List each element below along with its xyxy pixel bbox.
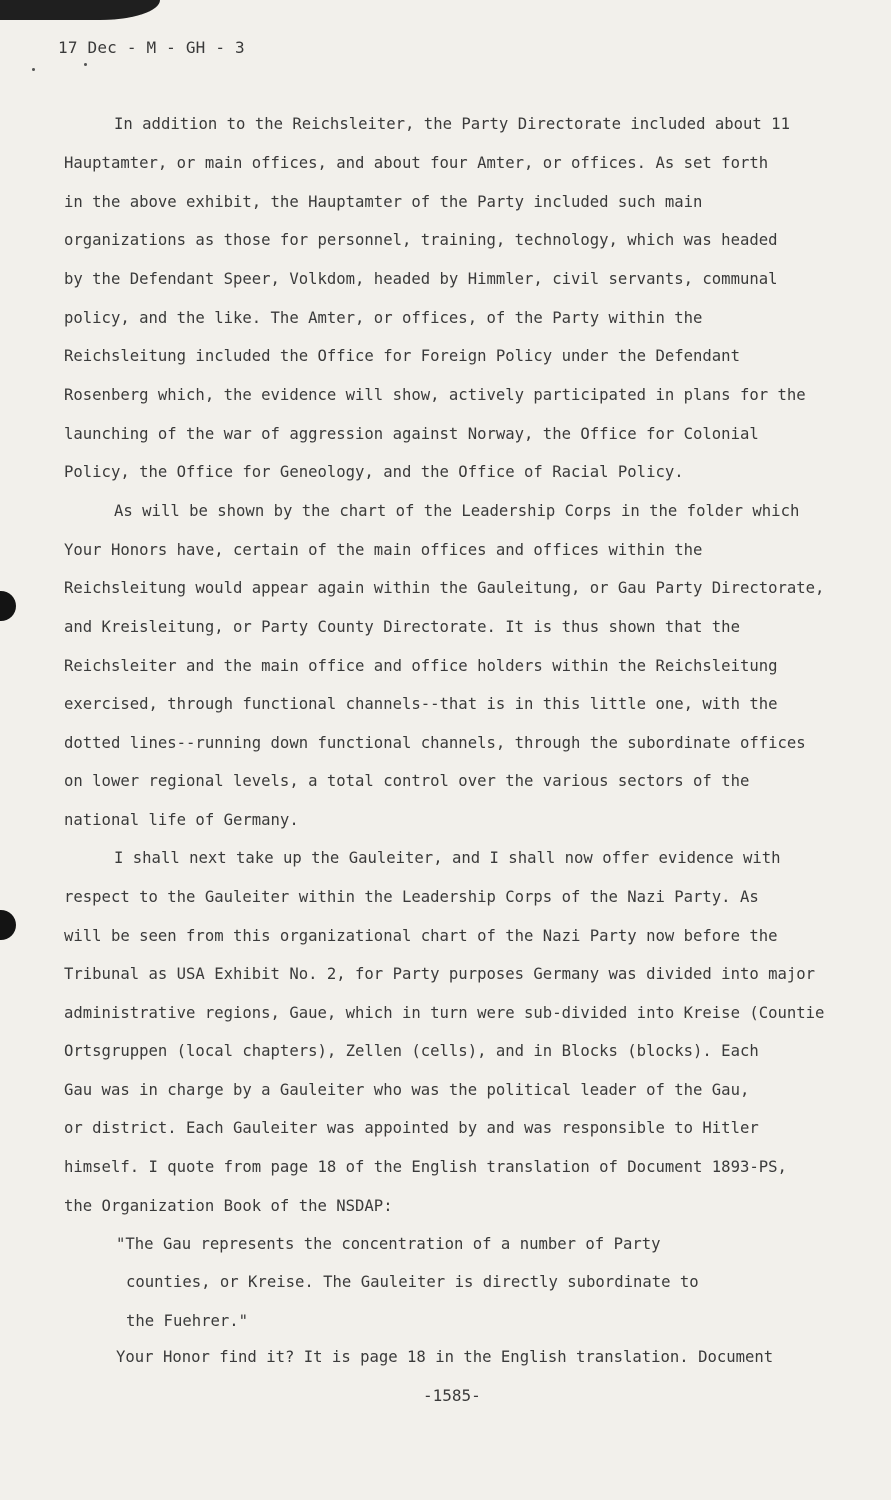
- text-line: administrative regions, Gaue, which in turn were sub-divided into Kreise (Countie: [64, 1004, 825, 1022]
- text-line: Hauptamter, or main offices, and about four Amter, or offices. As set forth: [64, 154, 769, 172]
- text-line: Policy, the Office for Geneology, and the Office of Racial Policy.: [64, 463, 684, 481]
- text-line: Ortsgruppen (local chapters), Zellen (cells), and in Blocks (blocks). Each: [64, 1042, 759, 1060]
- text-line: launching of the war of aggression against Norway, the Office for Colonial: [64, 425, 759, 443]
- text-line: dotted lines--running down functional channels, through the subordinate offices: [64, 734, 806, 752]
- text-line: and Kreisleitung, or Party County Directorate. It is thus shown that the: [64, 618, 740, 636]
- quote-line: "The Gau represents the concentration of a number of Party: [116, 1235, 661, 1253]
- text-line: Rosenberg which, the evidence will show, actively participated in plans for the: [64, 386, 806, 404]
- quote-line: counties, or Kreise. The Gauleiter is directly subordinate to: [126, 1273, 699, 1291]
- quote-line: the Fuehrer.": [126, 1312, 249, 1330]
- punch-hole: [0, 910, 16, 940]
- scan-corner-shadow: [0, 0, 160, 20]
- text-line: exercised, through functional channels--that is in this little one, with the: [64, 695, 778, 713]
- text-line: the Organization Book of the NSDAP:: [64, 1197, 393, 1215]
- text-line: respect to the Gauleiter within the Leadership Corps of the Nazi Party. As: [64, 888, 759, 906]
- page-number: -1585-: [423, 1386, 481, 1405]
- text-line: Your Honors have, certain of the main offices and offices within the: [64, 541, 703, 559]
- text-line: organizations as those for personnel, training, technology, which was headed: [64, 231, 778, 249]
- stray-mark: [84, 63, 87, 66]
- text-line: national life of Germany.: [64, 811, 299, 829]
- text-line: As will be shown by the chart of the Leadership Corps in the folder which: [114, 502, 800, 520]
- text-line: policy, and the like. The Amter, or offices, of the Party within the: [64, 309, 703, 327]
- text-line: in the above exhibit, the Hauptamter of the Party included such main: [64, 193, 703, 211]
- text-line: Reichsleitung included the Office for Foreign Policy under the Defendant: [64, 347, 740, 365]
- text-line: will be seen from this organizational chart of the Nazi Party now before the: [64, 927, 778, 945]
- stray-mark: [32, 68, 35, 71]
- text-line: or district. Each Gauleiter was appointed by and was responsible to Hitler: [64, 1119, 759, 1137]
- text-line: Tribunal as USA Exhibit No. 2, for Party purposes Germany was divided into major: [64, 965, 816, 983]
- text-line: Gau was in charge by a Gauleiter who was the political leader of the Gau,: [64, 1081, 750, 1099]
- page-header: 17 Dec - M - GH - 3: [58, 38, 245, 57]
- text-line: Reichsleiter and the main office and office holders within the Reichsleitung: [64, 657, 778, 675]
- text-line: by the Defendant Speer, Volkdom, headed by Himmler, civil servants, communal: [64, 270, 778, 288]
- text-line: In addition to the Reichsleiter, the Party Directorate included about 11: [114, 115, 790, 133]
- punch-hole: [0, 591, 16, 621]
- text-line: Reichsleitung would appear again within the Gauleitung, or Gau Party Directorate,: [64, 579, 825, 597]
- text-line: I shall next take up the Gauleiter, and I shall now offer evidence with: [114, 849, 781, 867]
- text-line: himself. I quote from page 18 of the English translation of Document 1893-PS,: [64, 1158, 787, 1176]
- text-line: Your Honor find it? It is page 18 in the English translation. Document: [116, 1348, 774, 1366]
- text-line: on lower regional levels, a total control over the various sectors of the: [64, 772, 750, 790]
